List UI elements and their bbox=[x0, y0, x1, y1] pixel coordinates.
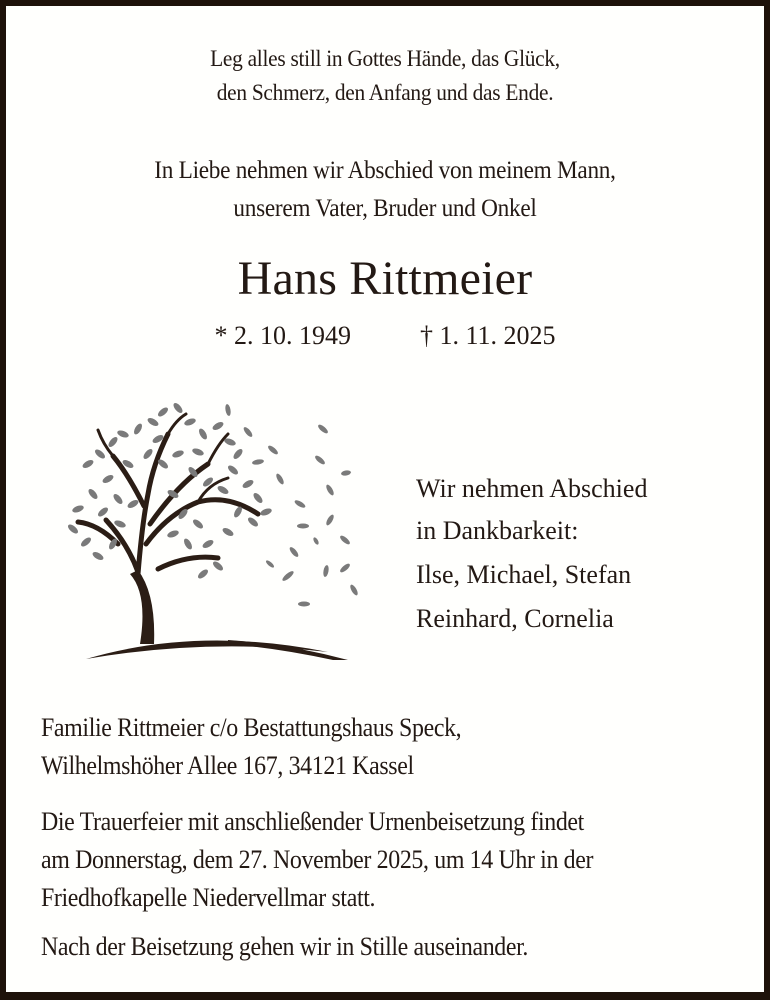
address-line: Wilhelmshöher Allee 167, 34121 Kassel bbox=[41, 751, 414, 780]
mourners-line: in Dankbarkeit: bbox=[416, 516, 579, 545]
obituary-card bbox=[6, 6, 764, 992]
closing-note: Nach der Beisetzung gehen wir in Stille auseinander. bbox=[41, 932, 529, 961]
deceased-name: Hans Rittmeier bbox=[237, 252, 533, 305]
mourners-names: Reinhard, Cornelia bbox=[416, 604, 614, 633]
ceremony-line: am Donnerstag, dem 27. November 2025, um 14 Uhr in der bbox=[41, 845, 594, 874]
mourners-block bbox=[416, 468, 736, 640]
death-date: † 1. 11. 2025 bbox=[419, 321, 556, 350]
tree-with-falling-leaves-icon bbox=[58, 394, 358, 669]
birth-date: * 2. 10. 1949 bbox=[214, 321, 351, 350]
verse-line: Leg alles still in Gottes Hände, das Glück, bbox=[210, 46, 560, 71]
mourners-line: Wir nehmen Abschied bbox=[416, 474, 648, 503]
verse-line: den Schmerz, den Anfang und das Ende. bbox=[216, 80, 554, 105]
ceremony-details bbox=[41, 803, 703, 917]
life-dates bbox=[6, 320, 764, 352]
intro-text bbox=[33, 152, 738, 228]
address-line: Familie Rittmeier c/o Bestattungshaus Speck, bbox=[41, 713, 462, 742]
intro-line: In Liebe nehmen wir Abschied von meinem Mann, bbox=[154, 157, 616, 184]
ceremony-line: Friedhofkapelle Niedervellmar statt. bbox=[41, 883, 376, 912]
verse bbox=[33, 42, 738, 110]
contact-address bbox=[41, 709, 703, 785]
intro-line: unserem Vater, Bruder und Onkel bbox=[233, 195, 537, 222]
ceremony-line: Die Trauerfeier mit anschließender Urnenbeisetzung findet bbox=[41, 807, 584, 836]
mourners-names: Ilse, Michael, Stefan bbox=[416, 560, 632, 589]
